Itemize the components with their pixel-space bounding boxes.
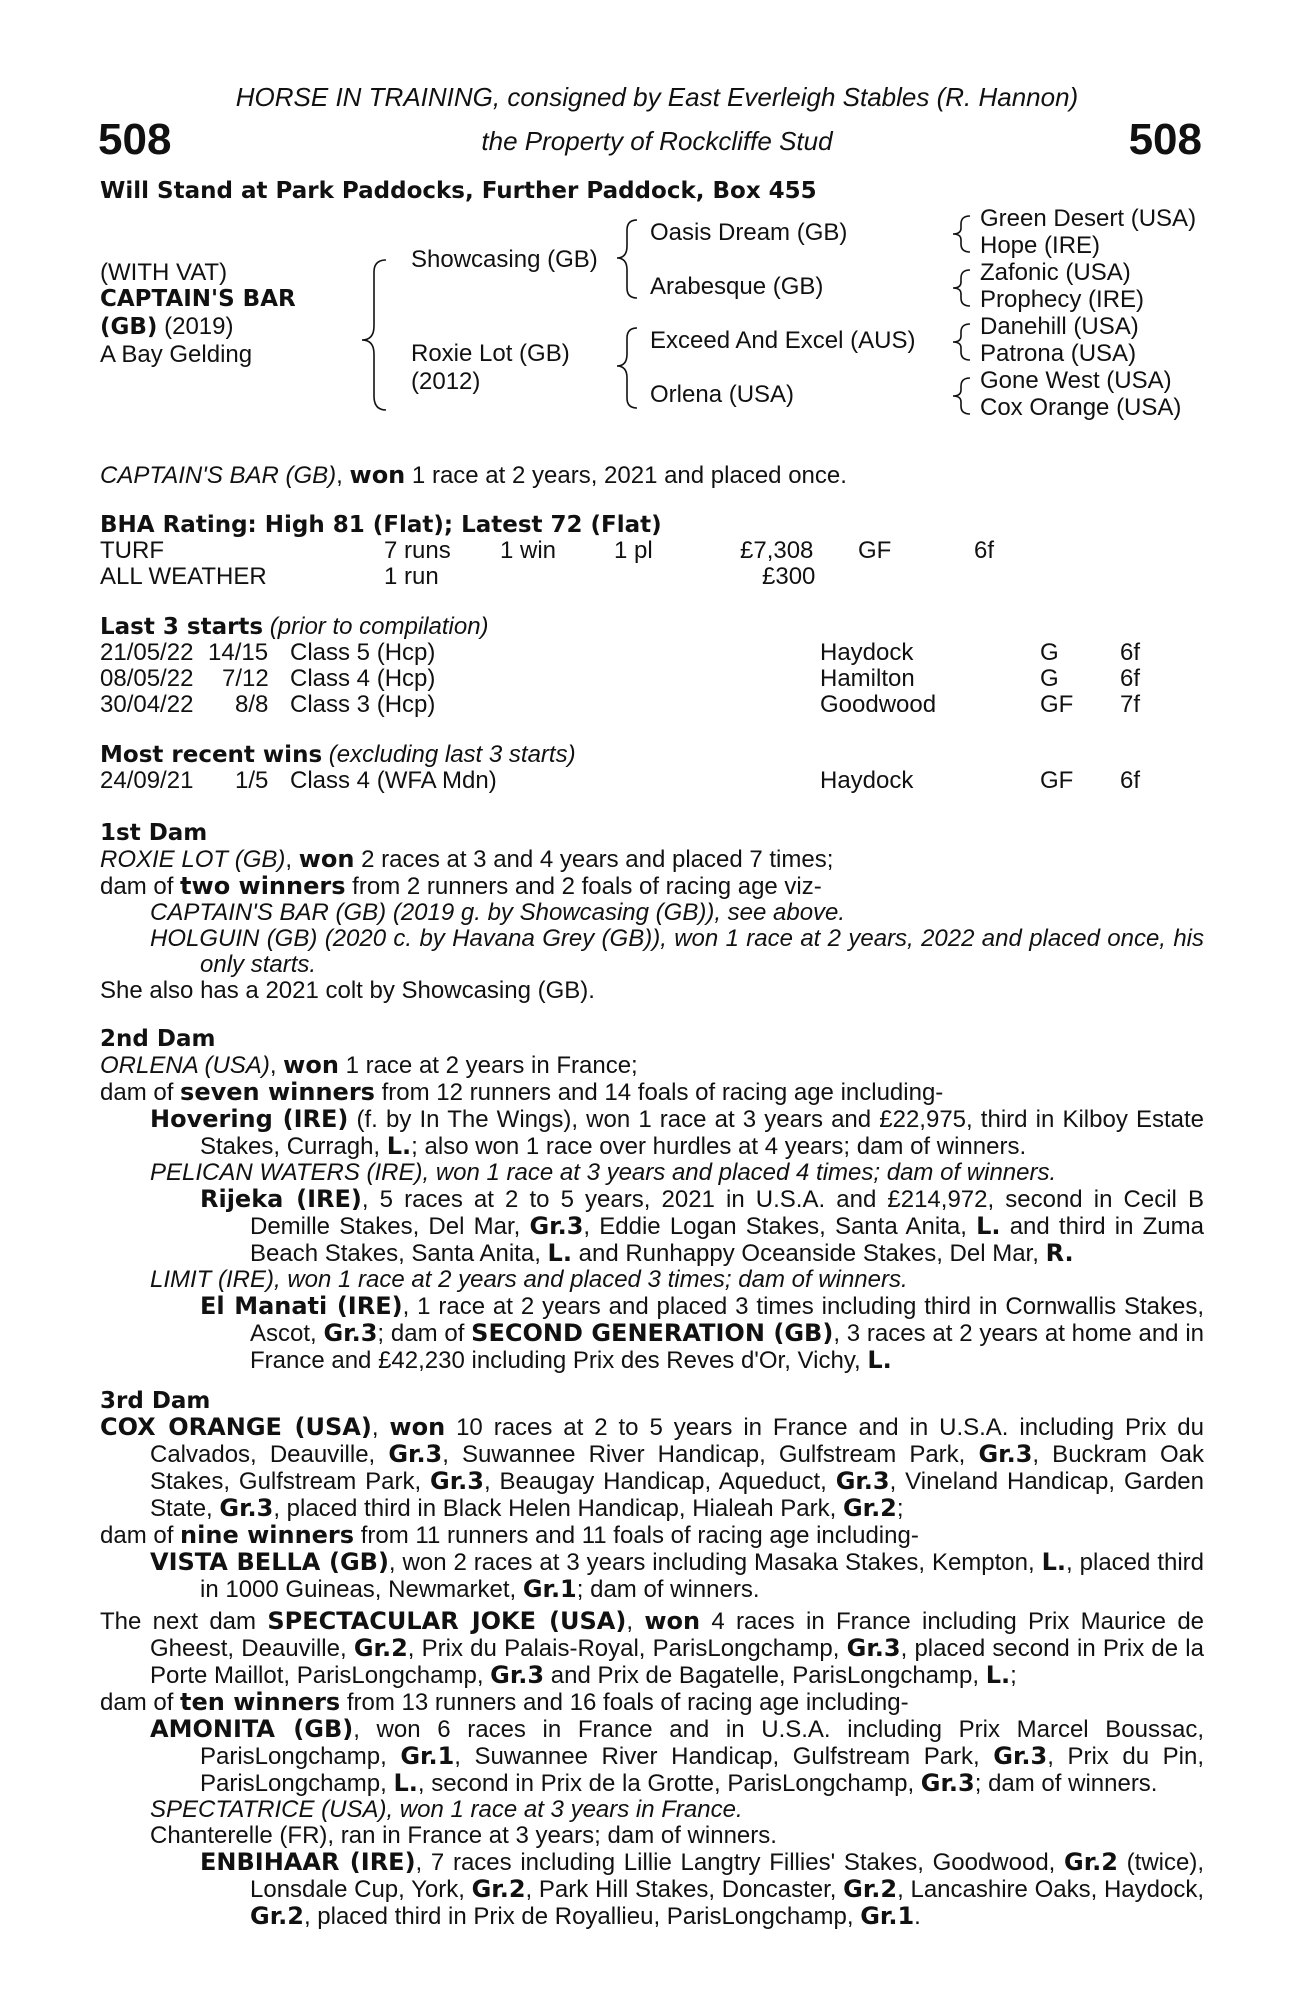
- grade: L.: [547, 1239, 572, 1267]
- surface: TURF: [100, 537, 164, 564]
- text: , Suwannee River Handicap, Gulfstream Park,: [454, 1743, 994, 1770]
- next-dam-line: The next dam SPECTACULAR JOKE (USA), won 4 races in France including Prix Maurice de Gheest, Deauville, Gr.2, Prix du Palais-Royal, ParisLongchamp, Gr.3, placed second in Prix de la Porte Maillot, ParisLongchamp, Gr.3 and Prix de Bagatelle, ParisLongchamp, L.;: [100, 1607, 1205, 1689]
- horse-name: CAPTAIN'S BAR: [100, 286, 296, 312]
- text: , won 2 races at 3 years including Masaka Stakes, Kempton,: [388, 1549, 1042, 1576]
- grade: L.: [393, 1769, 418, 1797]
- text: , won 6 races in France and in U.S.A. including Prix Marcel Boussac, ParisLongchamp,: [200, 1716, 1204, 1770]
- grade: Gr.2: [353, 1634, 408, 1662]
- last3-heading: [100, 614, 489, 640]
- text: , 7 races including Lillie Langtry Fillies' Stakes, Goodwood,: [415, 1849, 1065, 1876]
- win-date: 24/09/21: [100, 767, 194, 794]
- first-dam-produce: [100, 873, 1204, 900]
- text: ; dam of winners.: [974, 1770, 1158, 1797]
- text: and Runhappy Oceanside Stakes, Del Mar,: [571, 1240, 1046, 1267]
- grade: Gr.3: [978, 1440, 1033, 1468]
- horse-name: Rijeka (IRE): [200, 1185, 362, 1213]
- winners-count: ten winners: [180, 1688, 341, 1716]
- text: , Vineland Handicap, Garden State,: [150, 1468, 1204, 1522]
- start-date: 30/04/22: [100, 691, 194, 718]
- text: ;: [1010, 1662, 1017, 1689]
- produce-entry: [100, 1293, 1204, 1374]
- grade: Gr.3: [388, 1440, 443, 1468]
- start-distance: 6f: [1120, 665, 1141, 692]
- pedigree-sire-dam: Arabesque (GB): [650, 273, 824, 300]
- text: (twice), Lonsdale Cup, York,: [250, 1849, 1205, 1903]
- text: , placed third in Prix de Royallieu, ParisLongchamp,: [303, 1903, 861, 1930]
- third-dam-section: [100, 1414, 1204, 1603]
- text: , Suwannee River Handicap, Gulfstream Park,: [442, 1441, 979, 1468]
- first-dam-line: ROXIE LOT (GB), won 2 races at 3 and 4 years and placed 7 times;: [100, 845, 834, 873]
- grade: Gr.2: [250, 1902, 304, 1930]
- win-course: Haydock: [820, 767, 914, 794]
- rating-row: [0, 538, 1314, 564]
- start-position: 14/15: [208, 639, 269, 666]
- text: , Beaugay Handicap, Aqueduct,: [483, 1468, 836, 1495]
- second-dam-section: [100, 1052, 1204, 1374]
- winners-count: two winners: [180, 872, 346, 900]
- produce-entry: LIMIT (IRE), won 1 race at 2 years and placed 3 times; dam of winners.: [150, 1266, 908, 1293]
- recent-title: Most recent wins: [100, 742, 323, 768]
- start-date: 21/05/22: [100, 639, 194, 666]
- rating-row: [0, 564, 1314, 590]
- next-dam-produce: [100, 1689, 1204, 1716]
- text: 2 races at 3 and 4 years and placed 7 times;: [354, 846, 834, 873]
- produce-entry: PELICAN WATERS (IRE), won 1 race at 3 years and placed 4 times; dam of winners.: [150, 1159, 1057, 1186]
- grade: Gr.3: [430, 1467, 484, 1495]
- start-going: G: [1040, 639, 1059, 666]
- dam-name: ROXIE LOT (GB): [100, 846, 286, 873]
- produce-entry: [100, 1186, 1204, 1267]
- text: ; dam of: [377, 1320, 472, 1347]
- grade: R.: [1045, 1239, 1074, 1267]
- text: from 13 runners and 16 foals of racing age including-: [340, 1689, 909, 1716]
- placed: 1 pl: [614, 537, 653, 564]
- race-summary: CAPTAIN'S BAR (GB), won 1 race at 2 years, 2021 and placed once.: [100, 461, 847, 489]
- grade: Gr.3: [529, 1212, 584, 1240]
- produce-entry: [100, 1849, 1204, 1930]
- text: dam of: [100, 873, 181, 900]
- pedigree-dam-dam: Orlena (USA): [650, 381, 795, 408]
- horse-description: A Bay Gelding: [100, 341, 253, 368]
- text: , 1 race at 2 years and placed 3 times including third in Cornwallis Stakes, Ascot,: [250, 1293, 1204, 1347]
- start-class: Class 3 (Hcp): [290, 691, 436, 718]
- start-date: 08/05/22: [100, 665, 194, 692]
- produce-entry: [100, 1106, 1204, 1160]
- start-going: GF: [1040, 691, 1074, 718]
- text: , placed third in 1000 Guineas, Newmarket,: [200, 1549, 1205, 1603]
- text: ; also won 1 race over hurdles at 4 years; dam of winners.: [411, 1133, 1027, 1160]
- produce-entry: SPECTATRICE (USA), won 1 race at 3 years in France.: [150, 1796, 743, 1823]
- start-course: Haydock: [820, 639, 914, 666]
- last3-title: Last 3 starts: [100, 614, 264, 640]
- recent-note: (excluding last 3 starts): [322, 741, 576, 768]
- text: dam of: [100, 1079, 181, 1106]
- text: , Prix du Palais-Royal, ParisLongchamp,: [407, 1635, 847, 1662]
- horse-country: (GB): [100, 314, 158, 340]
- pedigree-sds: Zafonic (USA): [980, 259, 1131, 286]
- start-course: Goodwood: [820, 691, 937, 718]
- wins: 1 win: [500, 537, 557, 564]
- produce-entry: CAPTAIN'S BAR (GB) (2019 g. by Showcasing (GB)), see above.: [150, 899, 846, 926]
- runs: 7 runs: [384, 537, 451, 564]
- pedigree-dam: Roxie Lot (GB): [411, 340, 570, 367]
- grade: Gr.3: [920, 1769, 975, 1797]
- winners-count: seven winners: [180, 1078, 375, 1106]
- won: won: [389, 1413, 446, 1441]
- grade: Gr.2: [842, 1494, 897, 1522]
- property-line: the Property of Rockcliffe Stud: [481, 126, 833, 156]
- grade: Gr.1: [860, 1902, 915, 1930]
- first-dam-title: 1st Dam: [100, 820, 208, 846]
- start-course: Hamilton: [820, 665, 915, 692]
- third-dam-line: COX ORANGE (USA), won 10 races at 2 to 5 years in France and in U.S.A. including Prix du Calvados, Deauville, Gr.3, Suwannee River Handicap, Gulfstream Park, Gr.3, Buckram Oak Stakes, Gulfstream Park, Gr.3, Beaugay Handicap, Aqueduct, Gr.3, Vineland Handicap, Garden State, Gr.3, placed third in Black Helen Handicap, Hialeah Park, Gr.2;: [100, 1413, 1204, 1522]
- text: and third in Zuma Beach Stakes, Santa Anita,: [250, 1213, 1204, 1267]
- summary-horse-name: CAPTAIN'S BAR (GB): [100, 462, 337, 489]
- summary-rest: 1 race at 2 years, 2021 and placed once.: [405, 462, 847, 489]
- text: , Prix du Pin, ParisLongchamp,: [200, 1743, 1204, 1797]
- horse-year: (2019): [157, 313, 234, 340]
- consignor-line: HORSE IN TRAINING, consigned by East Everleigh Stables (R. Hannon): [235, 82, 1079, 112]
- text: from 12 runners and 14 foals of racing age including-: [374, 1079, 944, 1106]
- lot-number-left: 508: [98, 115, 172, 164]
- pedigree-sire-sire: Oasis Dream (GB): [650, 219, 848, 246]
- text: (f. by In The Wings), won 1 race at 3 years and £22,975, third in Kilboy Estate Stakes, Curragh,: [200, 1106, 1204, 1160]
- text: , Lancashire Oaks, Haydock,: [897, 1876, 1205, 1903]
- pedigree-dam-year: (2012): [411, 368, 481, 395]
- text: 10 races at 2 to 5 years in France and in U.S.A. including Prix du Calvados, Deauville,: [150, 1414, 1204, 1468]
- win-row: [0, 768, 1314, 794]
- horse-name: AMONITA (GB): [150, 1715, 354, 1743]
- prize: £7,308: [740, 537, 814, 564]
- grade: L.: [1041, 1548, 1067, 1576]
- third-dam-produce: [100, 1522, 1204, 1549]
- text: , 5 races at 2 to 5 years, 2021 in U.S.A. and £214,972, second in Cecil B Demille Stakes, Del Mar,: [250, 1186, 1204, 1240]
- text: from 11 runners and 11 foals of racing age including-: [354, 1522, 919, 1549]
- start-row: [0, 640, 1314, 666]
- start-class: Class 5 (Hcp): [290, 639, 436, 666]
- grade: L.: [867, 1346, 892, 1374]
- pedigree-dam-sire: Exceed And Excel (AUS): [650, 327, 916, 354]
- horse-name: SECOND GENERATION (GB): [471, 1319, 834, 1347]
- win-going: GF: [1040, 767, 1074, 794]
- start-row: [0, 666, 1314, 692]
- dam-name: COX ORANGE (USA): [100, 1413, 372, 1441]
- surface: ALL WEATHER: [100, 563, 267, 590]
- winners-count: nine winners: [180, 1521, 355, 1549]
- next-dam-section: [100, 1608, 1204, 1930]
- grade: Gr.2: [843, 1875, 898, 1903]
- grade: Gr.3: [993, 1742, 1048, 1770]
- text: dam of: [100, 1689, 181, 1716]
- text: dam of: [100, 1522, 181, 1549]
- grade: Gr.3: [323, 1319, 378, 1347]
- grade: Gr.1: [400, 1742, 455, 1770]
- last3-note: (prior to compilation): [263, 613, 489, 640]
- text: ; dam of winners.: [576, 1576, 760, 1603]
- text: , placed third in Black Helen Handicap, Hialeah Park,: [273, 1495, 843, 1522]
- produce-entry: [100, 1549, 1204, 1603]
- dam-name: SPECTACULAR JOKE (USA): [267, 1607, 627, 1635]
- dam-name: ORLENA (USA): [100, 1052, 270, 1079]
- start-position: 8/8: [235, 691, 269, 718]
- grade: Gr.3: [219, 1494, 274, 1522]
- grade: Gr.2: [1064, 1848, 1118, 1876]
- produce-note: She also has a 2021 colt by Showcasing (GB).: [100, 977, 595, 1004]
- grade: Gr.1: [522, 1575, 577, 1603]
- won: won: [298, 845, 355, 873]
- rating-title: BHA Rating: High 81 (Flat); Latest 72 (Flat): [100, 512, 662, 538]
- horse-name: El Manati (IRE): [200, 1292, 403, 1320]
- text: The next dam: [100, 1608, 268, 1635]
- runs: 1 run: [384, 563, 439, 590]
- grade: L.: [976, 1212, 1001, 1240]
- prize: £300: [762, 563, 816, 590]
- pedigree-sdd: Prophecy (IRE): [980, 286, 1145, 313]
- horse-name: VISTA BELLA (GB): [150, 1548, 389, 1576]
- second-dam-line: ORLENA (USA), won 1 race at 2 years in France;: [100, 1051, 638, 1079]
- first-dam-section: [100, 846, 1204, 1004]
- text: from 2 runners and 2 foals of racing age viz-: [345, 873, 822, 900]
- text: , placed second in Prix de la Porte Maillot, ParisLongchamp,: [150, 1635, 1204, 1689]
- text: and Prix de Bagatelle, ParisLongchamp,: [544, 1662, 986, 1689]
- win-distance: 6f: [1120, 767, 1141, 794]
- third-dam-title: 3rd Dam: [100, 1388, 211, 1414]
- start-position: 7/12: [222, 665, 269, 692]
- produce-entry: Chanterelle (FR), ran in France at 3 years; dam of winners.: [150, 1822, 777, 1849]
- won: won: [283, 1051, 339, 1079]
- start-row: [0, 692, 1314, 718]
- text: 4 races in France including Prix Maurice de Gheest, Deauville,: [150, 1608, 1205, 1662]
- grade: Gr.3: [490, 1661, 545, 1689]
- start-going: G: [1040, 665, 1059, 692]
- horse-name: Hovering (IRE): [150, 1105, 349, 1133]
- pedigree-ssd: Hope (IRE): [980, 232, 1101, 259]
- start-class: Class 4 (Hcp): [290, 665, 436, 692]
- recent-heading: [100, 742, 576, 768]
- text: , second in Prix de la Grotte, ParisLongchamp,: [417, 1770, 921, 1797]
- win-class: Class 4 (WFA Mdn): [290, 767, 497, 794]
- second-dam-produce: [100, 1079, 1204, 1106]
- text: ;: [896, 1495, 904, 1522]
- horse-name: ENBIHAAR (IRE): [200, 1848, 416, 1876]
- start-distance: 7f: [1120, 691, 1141, 718]
- start-distance: 6f: [1120, 639, 1141, 666]
- grade: Gr.2: [471, 1875, 526, 1903]
- text: , Buckram Oak Stakes, Gulfstream Park,: [150, 1441, 1204, 1495]
- lot-number-right: 508: [1128, 115, 1202, 164]
- produce-entry: HOLGUIN (GB) (2020 c. by Havana Grey (GB)), won 1 race at 2 years, 2022 and placed once, his only starts.: [150, 925, 1204, 978]
- text: , Park Hill Stakes, Doncaster,: [525, 1876, 844, 1903]
- grade: L.: [985, 1661, 1011, 1689]
- text: , 3 races at 2 years at home and in France and £42,230 including Prix des Reves d'Or, Vichy,: [250, 1320, 1204, 1374]
- text: , Eddie Logan Stakes, Santa Anita,: [583, 1213, 977, 1240]
- grade: Gr.3: [846, 1634, 901, 1662]
- stand-line: Will Stand at Park Paddocks, Further Paddock, Box 455: [100, 178, 817, 204]
- pedigree-ddd: Cox Orange (USA): [980, 394, 1182, 421]
- text: .: [914, 1903, 921, 1930]
- distance: 6f: [974, 537, 995, 564]
- win-position: 1/5: [235, 767, 269, 794]
- produce-entry: [100, 1716, 1204, 1797]
- pedigree-dsd: Patrona (USA): [980, 340, 1137, 367]
- second-dam-title: 2nd Dam: [100, 1026, 216, 1052]
- pedigree-dds: Gone West (USA): [980, 367, 1172, 394]
- text: 1 race at 2 years in France;: [338, 1052, 638, 1079]
- pedigree-sss: Green Desert (USA): [980, 205, 1197, 232]
- won: won: [644, 1607, 701, 1635]
- grade: L.: [386, 1132, 412, 1160]
- going: GF: [858, 537, 892, 564]
- pedigree-dss: Danehill (USA): [980, 313, 1139, 340]
- pedigree-sire: Showcasing (GB): [411, 246, 598, 273]
- grade: Gr.3: [835, 1467, 890, 1495]
- summary-won: won: [349, 461, 406, 489]
- vat-label: (WITH VAT): [100, 259, 228, 286]
